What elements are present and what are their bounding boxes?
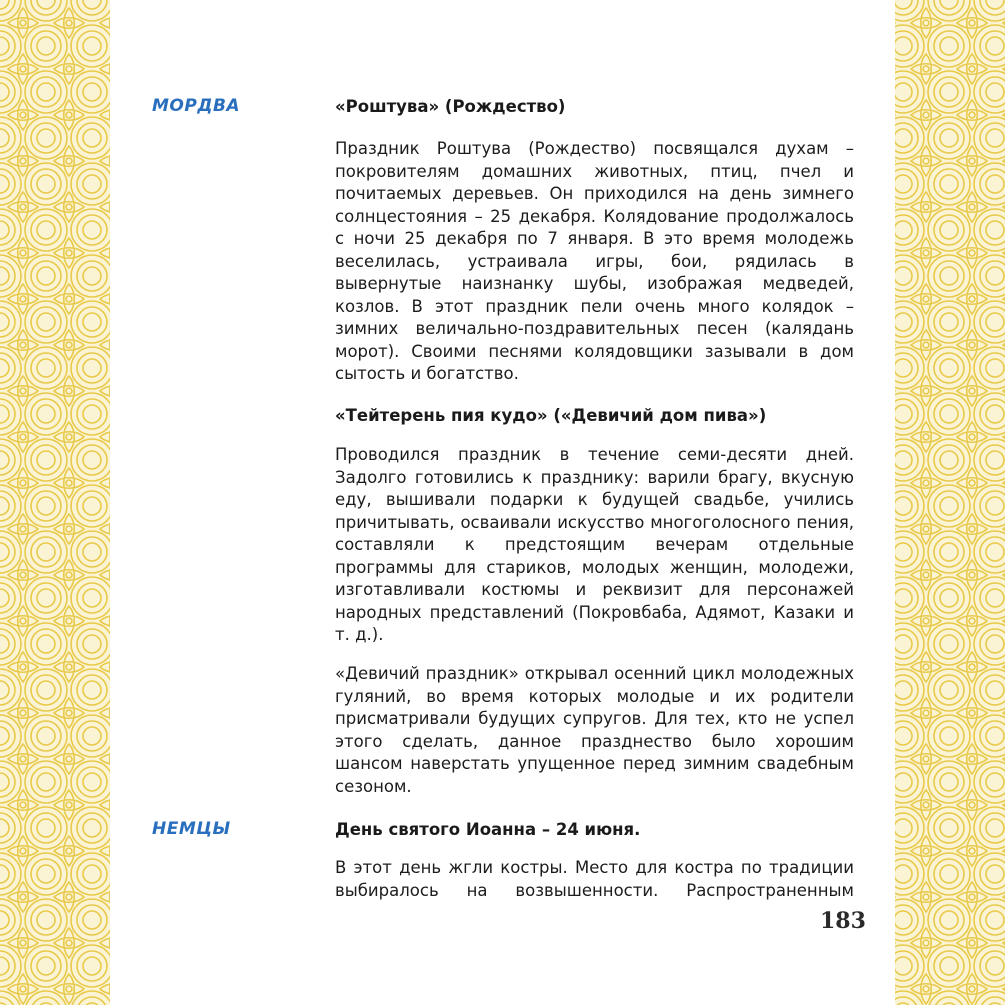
paragraph-ioann: В этот день жгли костры. Место для костра по традиции выбиралось на возвышенности. Распространенным (335, 858, 854, 900)
people-label-nemtsy: НЕМЦЫ (152, 819, 231, 839)
paragraph-roshtuva: Праздник Роштува (Рождество) посвящался духам – покровителям домашних животных, птиц, пчел и почитаемых деревьев. Он приходился на день зимнего солнцестояния – 25 декабря. Колядование продолжалось с ночи 25 декабря по 7 января. В это время молодежь веселилась, устраивала игры, бои, рядилась в вывернутые наизнанку шубы, изображая медведей, козлов. В этот праздник пели очень много колядок – зимних величально-поздравительных песен (калядань морот). Своими песнями колядовщики зазывали в дом сытость и богатство. (335, 139, 854, 383)
ornament-border-left (0, 0, 110, 1005)
page-number: 183 (820, 908, 866, 934)
ornament-border-right (895, 0, 1005, 1005)
heading-roshtuva: «Роштува» (Рождество) (335, 97, 566, 116)
heading-ioann: День святого Иоанна – 24 июня. (335, 820, 641, 839)
paragraph-teiteren-2: «Девичий праздник» открывал осенний цикл молодежных гуляний, во время которых молодые и их родители присматривали будущих супругов. Для тех, кто не успел этого сделать, данное празднество было хорошим шансом наверстать упущенное перед зимним свадебным сезоном. (335, 664, 854, 796)
heading-teiteren: «Тейтерень пия кудо» («Девичий дом пива») (335, 406, 767, 425)
paragraph-teiteren-1: Проводился праздник в течение семи-десяти дней. Задолго готовились к празднику: варили брагу, вкусную еду, вышивали подарки к будущей свадьбе, учились причитывать, осваивали искусство многоголосного пения, составляли к предстоящим вечерам отдельные программы для стариков, молодых женщин, молодежи, изготавливали костюмы и реквизит для персонажей народных представлений (Покровбаба, Адямот, Казаки и т. д.). (335, 445, 854, 644)
people-label-mordva: МОРДВА (152, 96, 241, 116)
